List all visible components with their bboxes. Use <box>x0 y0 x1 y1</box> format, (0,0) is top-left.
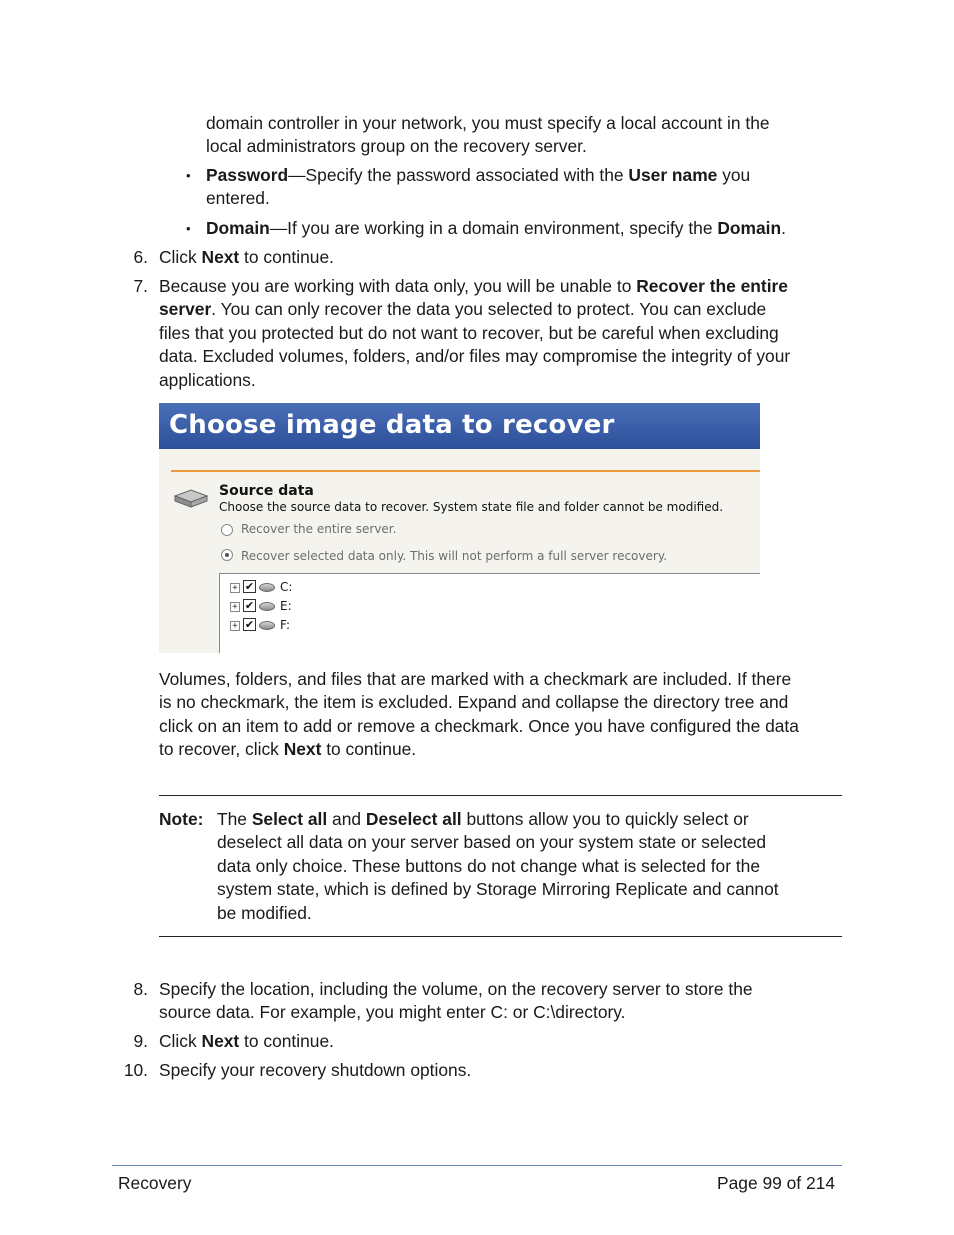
note-top-rule <box>159 795 842 796</box>
bullet-dot: • <box>186 221 191 236</box>
bullet-term: Password <box>206 165 289 185</box>
note-text: The Select all and Deselect all buttons allow you to quickly select or deselect all data on your server based on your system state or selected data only choice. These buttons do not change what is selected for the system state, which is defined by Storage Mirroring Replicate and cannot be modified. <box>217 809 779 923</box>
footer-page-number: Page 99 of 214 <box>717 1173 835 1193</box>
step-number: 10. <box>123 1060 148 1080</box>
radio-recover-entire[interactable] <box>221 524 233 536</box>
note-bottom-rule <box>159 936 842 937</box>
drive-label: E: <box>280 599 292 613</box>
step-number: 6. <box>133 247 148 267</box>
drive-icon <box>259 621 275 630</box>
checkbox-checked-icon[interactable]: ✔ <box>244 580 255 593</box>
intro-line: domain controller in your network, you must specify a local account in the <box>206 113 770 133</box>
dialog-header <box>159 403 760 449</box>
footer-section: Recovery <box>118 1173 192 1193</box>
dialog-divider <box>171 470 760 472</box>
step-number: 9. <box>133 1031 148 1051</box>
step-9: Click Next to continue. <box>159 1031 334 1051</box>
bullet-term: Domain <box>206 218 270 238</box>
step-8: Specify the location, including the volume, on the recovery server to store the source data. For example, you might enter C: or C:\directory. <box>159 979 753 1023</box>
intro-text <box>206 112 770 159</box>
section-description: Choose the source data to recover. System state file and folder cannot be modified. <box>219 500 724 514</box>
note-label: Note: <box>159 809 204 829</box>
source-tree[interactable] <box>219 573 760 653</box>
drive-icon <box>259 583 275 592</box>
recovery-dialog-screenshot <box>159 403 760 653</box>
checkbox-checked-icon[interactable]: ✔ <box>244 599 255 612</box>
step-6: Click Next to continue. <box>159 247 334 267</box>
checkbox-checked-icon[interactable]: ✔ <box>244 618 255 631</box>
step-10: Specify your recovery shutdown options. <box>159 1060 472 1080</box>
intro-line: local administrators group on the recovery server. <box>206 136 587 157</box>
radio-label: Recover selected data only. This will not perform a full server recovery. <box>241 549 668 563</box>
radio-label: Recover the entire server. <box>241 522 397 536</box>
drive-icon <box>259 602 275 611</box>
dialog-title: Choose image data to recover <box>169 410 615 440</box>
hard-drive-icon <box>171 488 211 510</box>
footer-rule <box>112 1165 842 1166</box>
drive-label: F: <box>280 618 291 632</box>
radio-recover-selected[interactable] <box>221 549 233 561</box>
bullet-dot: • <box>186 168 191 183</box>
expand-icon[interactable]: + <box>230 583 240 593</box>
step-number: 8. <box>133 979 148 999</box>
bullet-domain: Domain—If you are working in a domain environment, specify the Domain. <box>206 218 786 238</box>
drive-label: C: <box>280 580 293 594</box>
step-7: Because you are working with data only, you will be unable to Recover the entire server. You can only recover the data you selected to protect. You can exclude files that you protected but do not want to recover, but be careful when excluding data. Excluded volumes, folders, and/or files may compromise the integrity of your applications. <box>159 276 791 390</box>
step-number: 7. <box>133 276 148 296</box>
expand-icon[interactable]: + <box>230 602 240 612</box>
expand-icon[interactable]: + <box>230 621 240 631</box>
section-title: Source data <box>219 483 314 499</box>
bullet-password: Password—Specify the password associated with the User name you entered. <box>206 165 751 209</box>
tree-instructions: Volumes, folders, and files that are marked with a checkmark are included. If there is no checkmark, the item is excluded. Expand and collapse the directory tree and click on an item to add or remove a checkmark. Once you have configured the data to recover, click Next to continue. <box>159 669 799 760</box>
